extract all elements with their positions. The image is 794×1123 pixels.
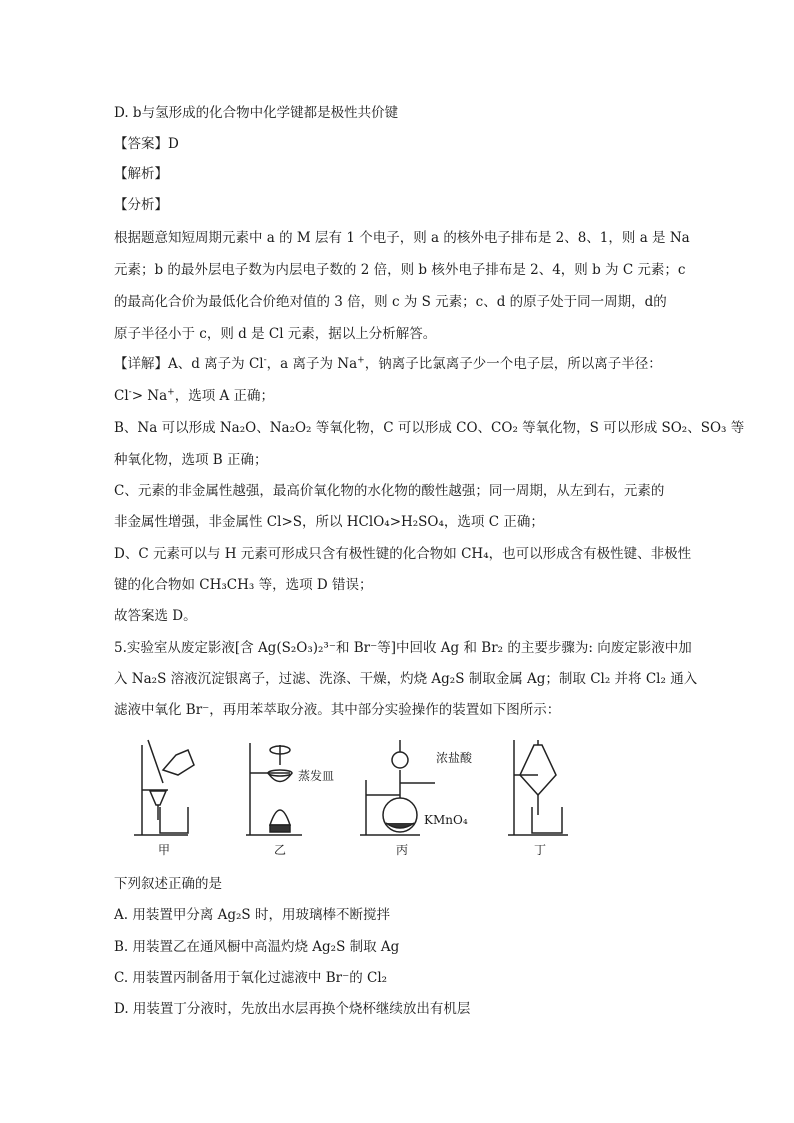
- detail-a-part1: 【详解】A、d 离子为 Cl: [114, 356, 264, 372]
- caption-ding: 丁: [534, 843, 547, 857]
- label-conc-hcl: 浓盐酸: [436, 751, 473, 765]
- option-d-prev: D. b与氢形成的化合物中化学键都是极性共价键: [114, 105, 399, 121]
- apparatus-jia: [134, 740, 194, 835]
- sup-minus-2: -: [128, 387, 132, 398]
- detail-b-line-1: B、Na 可以形成 Na₂O、Na₂O₂ 等氧化物，C 可以形成 CO、CO₂ 等氧化物，S 可以形成 SO₂、SO₃ 等: [114, 420, 745, 436]
- detail-a-line-2: [114, 386, 274, 406]
- analysis-text-2: 元素；b 的最外层电子数为内层电子数的 2 倍，则 b 核外电子排布是 2、4，则 b 为 C 元素；c: [114, 262, 686, 278]
- detail-a-end: ，选项 A 正确；: [174, 388, 275, 404]
- analysis-text-4: 原子半径小于 c，则 d 是 Cl 元素，据以上分析解答。: [114, 326, 437, 342]
- q5-line-3: 滤液中氧化 Br⁻，再用苯萃取分液。其中部分实验操作的装置如下图所示：: [114, 702, 561, 718]
- apparatus-figure: [128, 735, 688, 860]
- sup-plus: +: [357, 355, 365, 366]
- detail-a-na: > Na: [131, 388, 168, 404]
- sup-plus-2: +: [167, 387, 175, 398]
- detail-d-line-2: 键的化合物如 CH₃CH₃ 等，选项 D 错误；: [114, 577, 373, 593]
- detail-b-line-2: 种氧化物，选项 B 正确；: [114, 452, 268, 468]
- fenxi-heading: 【分析】: [114, 197, 168, 213]
- apparatus-yi: [246, 743, 302, 835]
- analysis-text-3: 的最高化合价为最低化合价绝对值的 3 倍，则 c 为 S 元素；c、d 的原子处于同一周期，d的: [114, 294, 667, 310]
- caption-yi: 乙: [274, 843, 287, 857]
- detail-a-line-1: [114, 354, 662, 374]
- answer-heading: 【答案】D: [114, 136, 179, 152]
- q5-line-1: 5.实验室从废定影液[含 Ag(S₂O₃)₂³⁻和 Br⁻等]中回收 Ag 和 Br₂ 的主要步骤为: 向废定影液中加: [114, 640, 692, 656]
- caption-bing: 丙: [396, 843, 409, 857]
- conclusion: 故答案选 D。: [114, 608, 197, 624]
- apparatus-ding: [508, 740, 568, 835]
- label-kmno4: KMnO₄: [424, 813, 468, 827]
- option-b: B. 用装置乙在通风橱中高温灼烧 Ag₂S 制取 Ag: [114, 939, 400, 955]
- analysis-text-1: 根据题意知短周期元素中 a 的 M 层有 1 个电子，则 a 的核外电子排布是 2、8、1，则 a 是 Na: [114, 230, 690, 246]
- detail-a-part2: ，a 离子为 Na: [266, 356, 358, 372]
- detail-c-line-2: 非金属性增强，非金属性 Cl>S，所以 HClO₄>H₂SO₄，选项 C 正确；: [114, 514, 544, 530]
- analysis-heading: 【解析】: [114, 166, 168, 182]
- sup-minus: -: [263, 355, 267, 366]
- option-c: C. 用装置丙制备用于氧化过滤液中 Br⁻的 Cl₂: [114, 970, 388, 986]
- detail-c-line-1: C、元素的非金属性越强，最高价氧化物的水化物的酸性越强；同一周期，从左到右，元素的: [114, 483, 665, 499]
- option-d: D. 用装置丁分液时，先放出水层再换个烧杯继续放出有机层: [114, 1001, 471, 1017]
- caption-jia: 甲: [158, 843, 171, 857]
- detail-a-cl: Cl: [114, 388, 129, 404]
- question-stem: 下列叙述正确的是: [114, 876, 222, 892]
- detail-a-part3: ，钠离子比氯离子少一个电子层，所以离子半径：: [364, 356, 662, 372]
- label-evaporating-dish: 蒸发皿: [298, 769, 335, 783]
- q5-line-2: 入 Na₂S 溶液沉淀银离子，过滤、洗涤、干燥，灼烧 Ag₂S 制取金属 Ag；制取 Cl₂ 并将 Cl₂ 通入: [114, 671, 698, 687]
- detail-d-line-1: D、C 元素可以与 H 元素可形成只含有极性键的化合物如 CH₄，也可以形成含有极性键、非极性: [114, 546, 692, 562]
- option-a: A. 用装置甲分离 Ag₂S 时，用玻璃棒不断搅拌: [114, 907, 390, 923]
